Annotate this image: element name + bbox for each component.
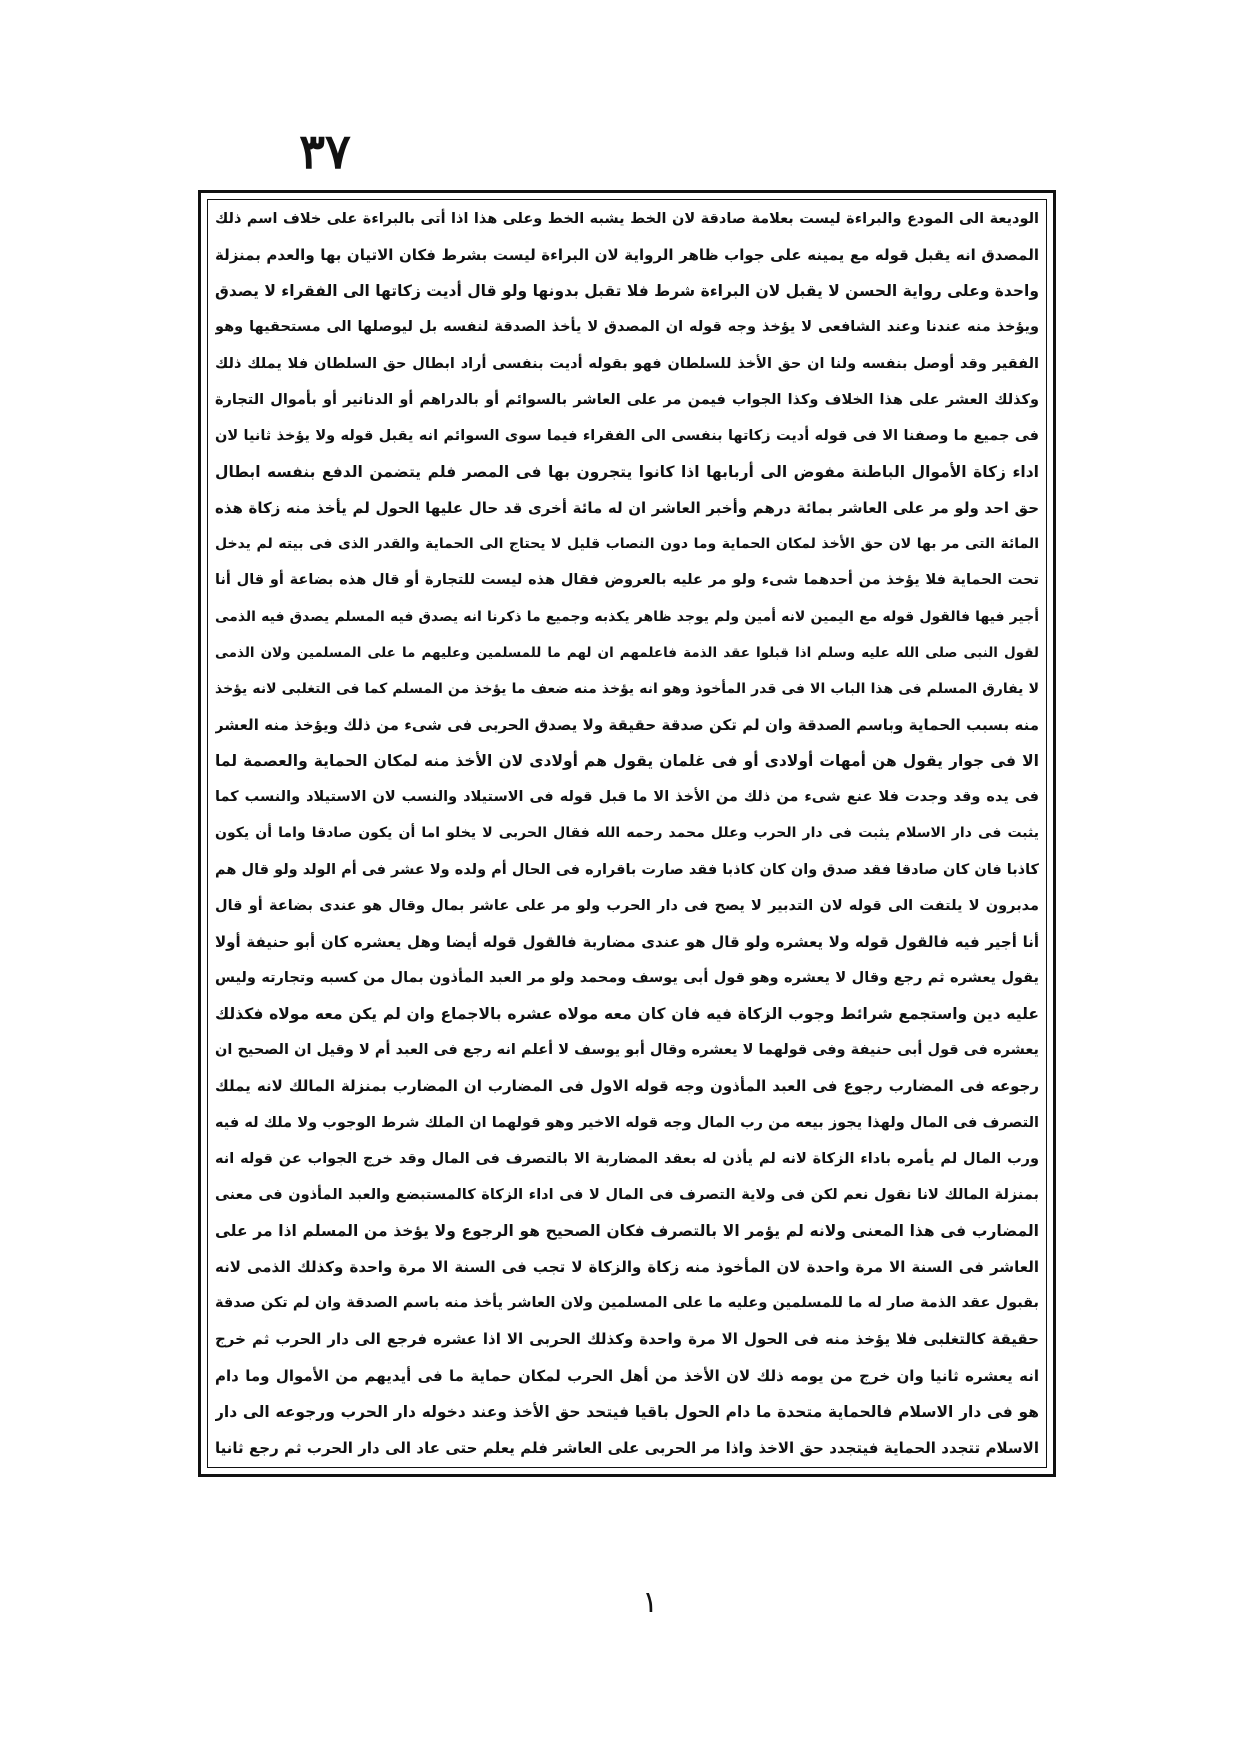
text-line: یعشره فی قول أبی حنیفة وفی قولهما لا یعشره وقال أبو یوسف لا أعلم انه رجع فی العبد أم لا وقیل ان الصحیح ان xyxy=(215,1042,1039,1059)
text-line: ورب المال لم یأمره باداء الزکاة لانه لم یأذن له بعقد المضاربة الا بالتصرف فی المال وقد خرج الجواب عن قوله انه xyxy=(215,1150,1039,1167)
text-line: التصرف فی المال ولهذا یجوز بیعه من رب المال وجه قوله الاخیر وهو قولهما ان الملك شرط الوجوب ولا ملك له فیه xyxy=(215,1114,1039,1131)
text-line: حق احد ولو مر علی العاشر بمائة درهم وأخبر العاشر ان له مائة أخری قد حال علیها الحول لم یأخذ منه زکاة هذه xyxy=(215,499,1039,518)
page-number: ٣٧ xyxy=(299,124,351,180)
text-line: لا یفارق المسلم فی هذا الباب الا فی قدر المأخوذ وهو انه یؤخذ منه ضعف ما یؤخذ من المسلم کما فی التغلبی لانه یؤخذ xyxy=(215,680,1039,697)
text-line: وکذلك العشر علی هذا الخلاف وکذا الجواب فیمن مر علی العاشر بالسوائم أو بالدراهم أو الدنانیر أو بأموال التجارة xyxy=(215,391,1039,408)
text-line: المائة التی مر بها لان حق الأخذ لمکان الحمایة وما دون النصاب قلیل لا یحتاج الی الحمایة والقدر الذی فی بیته لم یدخل xyxy=(215,536,1039,553)
text-line: العاشر فی السنة الا مرة واحدة لان المأخوذ منه زکاة والزکاة لا تجب فی السنة الا مرة واحدة وکذلك الذمی لانه xyxy=(215,1258,1039,1277)
text-line: رجوعه فی المضارب رجوع فی العبد المأذون وجه قوله الاول فی المضارب ان المضارب بمنزلة المالك لانه یملك xyxy=(215,1077,1039,1096)
text-line: لقول النبی صلی الله علیه وسلم اذا قبلوا عقد الذمة فاعلمهم ان لهم ما للمسلمین وعلیهم ما علی المسلمین ولان الذمی xyxy=(215,644,1039,661)
text-line: المصدق انه یقبل قوله مع یمینه علی جواب ظاهر الروایة لان البراءة لیست بشرط فکان الاتیان بها والعدم بمنزلة xyxy=(215,246,1039,265)
text-line: کاذبا فان کان صادقا فقد صدق وان کان کاذبا فقد صارت باقراره فی الحال أم ولده ولا عشر فی أم الولد ولو قال هم xyxy=(215,861,1039,878)
text-line: مدبرون لا یلتفت الی قوله لان التدبیر لا یصح فی دار الحرب ولو مر علی عاشر بمال وقال هو عندی بضاعة أو قال xyxy=(215,897,1039,914)
text-line: الفقیر وقد أوصل بنفسه ولنا ان حق الأخذ للسلطان فهو بقوله أدیت بنفسی أراد ابطال حق السلطان فلا یملك ذلك xyxy=(215,355,1039,372)
text-line: الاسلام تتجدد الحمایة فیتجدد حق الاخذ واذا مر الحربی علی العاشر فلم یعلم حتی عاد الی دار الحرب ثم رجع ثانیا xyxy=(215,1438,1039,1457)
text-line: المضارب فی هذا المعنی ولانه لم یؤمر الا بالتصرف فکان الصحیح هو الرجوع ولا یؤخذ من المسلم اذا مر علی xyxy=(215,1221,1039,1240)
text-line: انه یعشره ثانیا وان خرج من یومه ذلك لان الأخذ من أهل الحرب لمکان حمایة ما فی أیدیهم من الأموال وما دام xyxy=(215,1366,1039,1385)
text-line: الا فی جوار یقول هن أمهات أولادی أو فی غلمان یقول هم أولادی لان الأخذ منه لمکان الحمایة والعصمة لما xyxy=(215,752,1039,771)
text-line: علیه دین واستجمع شرائط وجوب الزکاة فیه فان کان معه مولاه عشره بالاجماع وان لم یکن معه مولاه فکذلك xyxy=(215,1005,1039,1024)
text-line: حقیقة کالتغلبی فلا یؤخذ منه فی الحول الا مرة واحدة وکذلك الحربی الا اذا عشره فرجع الی دار الحرب ثم خرج xyxy=(215,1330,1039,1349)
footer-mark: ١ xyxy=(641,1585,659,1620)
text-line: ویؤخذ منه عندنا وعند الشافعی لا یؤخذ وجه قوله ان المصدق لا یأخذ الصدقة لنفسه بل لیوصلها الی مستحقیها وهو xyxy=(215,319,1039,336)
text-line: فی جمیع ما وصفنا الا فی قوله أدیت زکاتها بنفسی الی الفقراء فیما سوی السوائم انه یقبل قوله ولا یؤخذ ثانیا لان xyxy=(215,427,1039,444)
text-line: الودیعة الی المودع والبراءة لیست بعلامة صادقة لان الخط یشبه الخط وعلی هذا اذا أتی بالبراءة علی خلاف اسم ذلك xyxy=(215,211,1039,227)
text-line: بمنزلة المالك لانا نقول نعم لکن فی ولایة التصرف فی المال لا فی اداء الزکاة کالمستبضع والعبد المأذون فی معنی xyxy=(215,1186,1039,1203)
text-line: تحت الحمایة فلا یؤخذ من أحدهما شیء ولو مر علیه بالعروض فقال هذه لیست للتجارة أو قال هذه بضاعة أو قال أنا xyxy=(215,572,1039,589)
text-line: أنا أجیر فیه فالقول قوله ولا یعشره ولو قال هو عندی مضاربة فالقول قوله أیضا وهل یعشره کان أبو حنیفة أولا xyxy=(215,932,1039,951)
text-line: اداء زکاة الأموال الباطنة مفوض الی أربابها اذا کانوا یتجرون بها فی المصر فلم یتضمن الدفع بنفسه ابطال xyxy=(215,462,1039,481)
text-line: واحدة وعلی روایة الحسن لا یقبل لان البراءة شرط فلا تقبل بدونها ولو قال أدیت زکاتها الی الفقراء لا یصدق xyxy=(215,282,1039,301)
text-line: یثبت فی دار الاسلام یثبت فی دار الحرب وعلل محمد رحمه الله فقال الحربی لا یخلو اما أن یکون صادقا واما أن یکون xyxy=(215,825,1039,842)
text-line: بقبول عقد الذمة صار له ما للمسلمین وعلیه ما علی المسلمین ولان العاشر یأخذ منه باسم الصدقة وان لم تکن صدقة xyxy=(215,1295,1039,1312)
text-frame xyxy=(198,190,1056,1477)
text-line: هو فی دار الاسلام فالحمایة متحدة ما دام الحول باقیا فیتحد حق الأخذ وعند دخوله دار الحرب ورجوعه الی دار xyxy=(215,1402,1039,1421)
text-line: فی یده وقد وجدت فلا عنع شیء من ذلك من الأخذ الا ما قبل قوله فی الاستیلاد والنسب لان الاستیلاد والنسب کما xyxy=(215,789,1039,806)
text-line: أجیر فیها فالقول قوله مع الیمین لانه أمین ولم یوجد ظاهر یکذبه وجمیع ما ذکرنا انه یصدق فیه المسلم یصدق فیه الذمی xyxy=(215,608,1039,625)
text-line: منه بسبب الحمایة وباسم الصدقة وان لم تکن صدقة حقیقة ولا یصدق الحربی فی شیء من ذلك ویؤخذ منه العشر xyxy=(215,715,1039,734)
text-line: یقول یعشره ثم رجع وقال لا یعشره وهو قول أبی یوسف ومحمد ولو مر العبد المأذون بمال من کسبه وتجارته ولیس xyxy=(215,969,1039,986)
page-text xyxy=(215,205,1039,1462)
